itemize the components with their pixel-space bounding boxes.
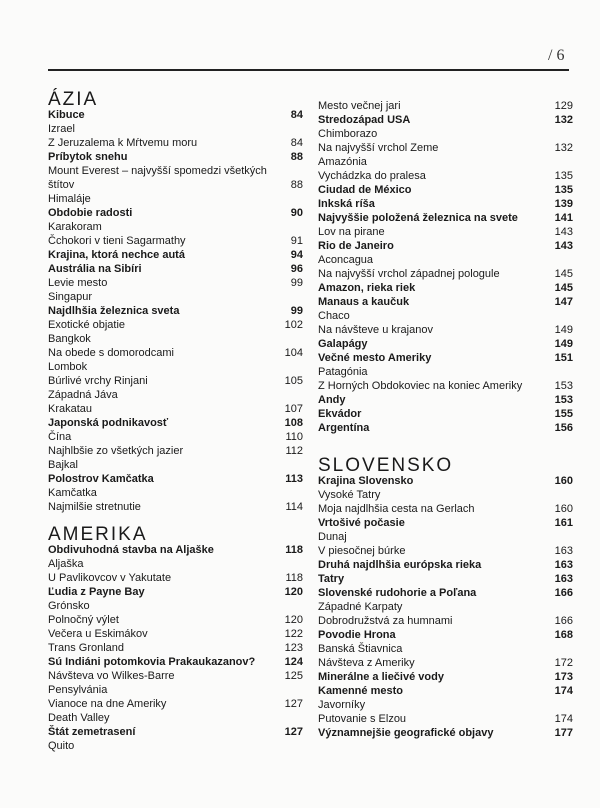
toc-page-number: 125	[284, 670, 303, 682]
toc-chapter-row[interactable]	[318, 113, 573, 127]
toc-entry-row[interactable]	[48, 500, 303, 514]
toc-page-number: 114	[285, 501, 303, 513]
toc-entry-row[interactable]	[48, 136, 303, 150]
toc-entry-row[interactable]	[318, 309, 573, 323]
toc-column-left	[48, 89, 303, 753]
toc-page-number: 122	[284, 628, 303, 640]
toc-entry-row[interactable]	[48, 360, 303, 374]
toc-chapter-row[interactable]	[318, 516, 573, 530]
toc-entry-title: Polnočný výlet	[48, 614, 119, 626]
toc-entry-title: Minerálne a liečivé vody	[318, 671, 444, 683]
toc-chapter-row[interactable]	[318, 337, 573, 351]
toc-entry-title: V piesočnej búrke	[318, 545, 406, 557]
toc-entry-row[interactable]	[48, 290, 303, 304]
toc-entry-row[interactable]	[318, 127, 573, 141]
toc-entry-title: Moja najdlhšia cesta na Gerlach	[318, 503, 475, 515]
toc-chapter-row[interactable]	[48, 262, 303, 276]
toc-entry-row[interactable]	[48, 697, 303, 711]
toc-entry-title: Ľudia z Payne Bay	[48, 586, 145, 598]
toc-entry-row[interactable]	[318, 642, 573, 656]
toc-entry-title: Na návšteve u krajanov	[318, 324, 433, 336]
toc-page-number: 135	[554, 170, 573, 182]
toc-entry-title: Andy	[318, 394, 346, 406]
toc-entry-title: Búrlivé vrchy Rinjani	[48, 375, 148, 387]
toc-entry-row[interactable]	[318, 530, 573, 544]
toc-page-number: 153	[554, 380, 573, 392]
toc-entry-title: Japonská podnikavosť	[48, 417, 169, 429]
toc-chapter-row[interactable]	[318, 197, 573, 211]
toc-chapter-row[interactable]	[318, 281, 573, 295]
toc-entry-title: Tatry	[318, 573, 345, 585]
toc-entry-title: Chimborazo	[318, 128, 378, 140]
toc-chapter-row[interactable]	[318, 407, 573, 421]
toc-entry-title: Pensylvánia	[48, 684, 108, 696]
toc-entry-title: Argentína	[318, 422, 370, 434]
toc-entry-row[interactable]	[48, 458, 303, 472]
toc-page-number: 163	[554, 573, 573, 585]
toc-entry-title: Na najvyšší vrchol západnej pologule	[318, 268, 500, 280]
toc-page-number: 156	[554, 422, 573, 434]
toc-page-number: 177	[554, 727, 573, 739]
toc-entry-row[interactable]	[48, 599, 303, 613]
toc-entry-row[interactable]	[318, 614, 573, 628]
toc-entry-title: Patagónia	[318, 366, 368, 378]
toc-entry-title: Kamenné mesto	[318, 685, 403, 697]
toc-page-number: 163	[554, 559, 573, 571]
toc-entry-row[interactable]	[318, 267, 573, 281]
toc-entry-row[interactable]	[48, 486, 303, 500]
toc-entry-row[interactable]	[48, 402, 303, 416]
toc-page-number: 113	[285, 473, 303, 485]
toc-page-number: 132	[554, 114, 573, 126]
toc-entry-title: Izrael	[48, 123, 75, 135]
header-rule	[48, 69, 569, 71]
toc-entry-title: Druhá najdlhšia európska rieka	[318, 559, 482, 571]
toc-entry-title: Slovenské rudohorie a Poľana	[318, 587, 477, 599]
toc-entry-title: Trans Gronland	[48, 642, 125, 654]
section-heading: SLOVENSKO	[318, 455, 454, 476]
toc-page-number: 155	[554, 408, 573, 420]
toc-page-number: 143	[554, 240, 573, 252]
toc-entry-row[interactable]	[48, 669, 303, 683]
toc-entry-title: Najmilšie stretnutie	[48, 501, 141, 513]
toc-entry-row[interactable]	[318, 488, 573, 502]
toc-entry-row[interactable]	[318, 155, 573, 169]
toc-entry-row[interactable]	[48, 220, 303, 234]
toc-entry-title: Vrtošivé počasie	[318, 517, 405, 529]
toc-page-number: 166	[554, 615, 573, 627]
toc-chapter-row[interactable]	[318, 183, 573, 197]
toc-entry-row[interactable]	[48, 613, 303, 627]
toc-entry-title: Exotické objatie	[48, 319, 126, 331]
toc-chapter-row[interactable]	[48, 543, 303, 557]
toc-entry-title: Quito	[48, 740, 75, 752]
toc-chapter-row[interactable]	[48, 206, 303, 220]
toc-page-number: 112	[285, 445, 303, 457]
toc-page-number: 161	[554, 517, 573, 529]
toc-entry-title: Banská Štiavnica	[318, 643, 403, 655]
toc-entry-row[interactable]	[48, 641, 303, 655]
toc-entry-title: Významnejšie geografické objavy	[318, 727, 494, 739]
toc-entry-title: Bangkok	[48, 333, 91, 345]
toc-entry-row[interactable]	[48, 430, 303, 444]
toc-entry-title: Najdlhšia železnica sveta	[48, 305, 180, 317]
toc-entry-title: Povodie Hrona	[318, 629, 396, 641]
toc-entry-row[interactable]	[48, 711, 303, 725]
toc-page-number: 105	[284, 375, 303, 387]
toc-entry-title: Grónsko	[48, 600, 90, 612]
toc-chapter-row[interactable]	[318, 211, 573, 225]
toc-entry-row[interactable]	[48, 739, 303, 753]
section-heading: AMERIKA	[48, 524, 148, 545]
toc-chapter-row[interactable]	[48, 304, 303, 318]
toc-entry-title: Mesto večnej jari	[318, 100, 401, 112]
toc-page-number: 127	[284, 698, 303, 710]
toc-chapter-row[interactable]	[318, 474, 573, 488]
toc-entry-row[interactable]	[48, 627, 303, 641]
toc-entry-row[interactable]	[318, 656, 573, 670]
toc-entry-row[interactable]	[318, 365, 573, 379]
toc-chapter-row[interactable]	[318, 684, 573, 698]
toc-entry-title: Najhlbšie zo všetkých jazier	[48, 445, 184, 457]
toc-entry-title: Ekvádor	[318, 408, 362, 420]
toc-entry-row[interactable]	[48, 571, 303, 585]
toc-entry-title: Kamčatka	[48, 487, 97, 499]
toc-entry-row[interactable]	[48, 164, 303, 192]
toc-entry-title: Galapágy	[318, 338, 368, 350]
toc-page-number: 149	[554, 324, 573, 336]
toc-entry-title: Putovanie s Elzou	[318, 713, 407, 725]
toc-page-number: 88	[290, 151, 303, 163]
toc-entry-title: Krajina Slovensko	[318, 475, 414, 487]
toc-chapter-row[interactable]	[48, 108, 303, 122]
toc-entry-title: Návšteva z Ameriky	[318, 657, 415, 669]
toc-entry-title: Austrália na Sibíri	[48, 263, 142, 275]
toc-chapter-row[interactable]	[318, 295, 573, 309]
toc-page-number: 110	[285, 431, 303, 443]
toc-page-number: 145	[554, 268, 573, 280]
toc-page-number: 139	[554, 198, 573, 210]
toc-entry-row[interactable]	[48, 234, 303, 248]
toc-entry-row[interactable]	[48, 346, 303, 360]
toc-entry-title: Návšteva vo Wilkes-Barre	[48, 670, 175, 682]
toc-entry-title: Levie mesto	[48, 277, 108, 289]
toc-page-number: 90	[290, 207, 303, 219]
toc-entry-title: Death Valley	[48, 712, 110, 724]
toc-entry-row[interactable]	[48, 444, 303, 458]
toc-page-number: 120	[284, 586, 303, 598]
toc-entry-title: Obdivuhodná stavba na Aljaške	[48, 544, 214, 556]
toc-entry-title: Lombok	[48, 361, 88, 373]
toc-entry-title: Čchokori v tieni Sagarmathy	[48, 235, 186, 247]
toc-entry-title: Na najvyšší vrchol Zeme	[318, 142, 439, 154]
toc-entry-title: Krajina, ktorá nechce autá	[48, 249, 185, 261]
toc-page-number: 127	[284, 726, 303, 738]
toc-page-number: 107	[284, 403, 303, 415]
toc-page-number: 151	[554, 352, 573, 364]
toc-entry-title: Štát zemetrasení	[48, 726, 136, 738]
toc-chapter-row[interactable]	[48, 655, 303, 669]
toc-entry-title: Západné Karpaty	[318, 601, 403, 613]
toc-chapter-row[interactable]	[318, 239, 573, 253]
toc-entry-row[interactable]	[318, 253, 573, 267]
toc-entry-title: Himaláje	[48, 193, 91, 205]
toc-page-number: 88	[290, 179, 303, 191]
toc-entry-title: Manaus a kaučuk	[318, 296, 410, 308]
toc-entry-title: Bajkal	[48, 459, 78, 471]
toc-entry-title: Mount Everest – najvyšší spomedzi všetkých štítov	[48, 165, 267, 191]
toc-page-number: 132	[554, 142, 573, 154]
toc-page-number: 172	[554, 657, 573, 669]
toc-entry-title: Z Jeruzalema k Mŕtvemu moru	[48, 137, 198, 149]
toc-entry-title: Čína	[48, 431, 72, 443]
toc-entry-title: Obdobie radosti	[48, 207, 133, 219]
toc-page-number: 84	[290, 109, 303, 121]
toc-page-number: 174	[554, 685, 573, 697]
toc-entry-row[interactable]	[318, 600, 573, 614]
toc-entry-row[interactable]	[48, 683, 303, 697]
toc-page-number: 99	[290, 277, 303, 289]
toc-entry-title: Na obede s domorodcami	[48, 347, 174, 359]
toc-page-number: 118	[285, 544, 303, 556]
toc-chapter-row[interactable]	[48, 150, 303, 164]
toc-entry-row[interactable]	[318, 712, 573, 726]
toc-column-right	[318, 99, 573, 740]
toc-entry-row[interactable]	[48, 122, 303, 136]
toc-entry-row[interactable]	[318, 169, 573, 183]
toc-entry-row[interactable]	[318, 323, 573, 337]
toc-page-number: 91	[290, 235, 303, 247]
toc-page-number: 118	[285, 572, 303, 584]
toc-page-number: 141	[554, 212, 573, 224]
toc-entry-row[interactable]	[318, 544, 573, 558]
toc-page-number: 145	[554, 282, 573, 294]
toc-entry-title: Aljaška	[48, 558, 84, 570]
toc-page-number: 147	[554, 296, 573, 308]
toc-chapter-row[interactable]	[318, 421, 573, 435]
toc-entry-title: Kibuce	[48, 109, 85, 121]
toc-entry-row[interactable]	[48, 318, 303, 332]
toc-entry-title: Z Horných Obdokoviec na koniec Ameriky	[318, 380, 523, 392]
toc-entry-title: Večera u Eskimákov	[48, 628, 148, 640]
toc-page-number: 160	[554, 475, 573, 487]
toc-page-number: 160	[554, 503, 573, 515]
toc-entry-title: Sú Indiáni potomkovia Prakaukazanov?	[48, 656, 256, 668]
toc-chapter-row[interactable]	[318, 670, 573, 684]
toc-entry-title: Singapur	[48, 291, 93, 303]
toc-page-number: 120	[284, 614, 303, 626]
toc-entry-title: Karakoram	[48, 221, 102, 233]
toc-page-number: 168	[554, 629, 573, 641]
toc-entry-title: Javorníky	[318, 699, 366, 711]
toc-entry-title: Ciudad de México	[318, 184, 412, 196]
section-heading: ÁZIA	[48, 89, 99, 110]
toc-page-number: 104	[284, 347, 303, 359]
toc-entry-row[interactable]	[48, 388, 303, 402]
page-number: / 6	[548, 47, 565, 64]
toc-page-number: 153	[554, 394, 573, 406]
toc-entry-title: Vysoké Tatry	[318, 489, 381, 501]
toc-entry-row[interactable]	[48, 276, 303, 290]
toc-page-number: 84	[290, 137, 303, 149]
toc-page-number: 143	[554, 226, 573, 238]
toc-chapter-row[interactable]	[318, 572, 573, 586]
toc-page-number: 149	[554, 338, 573, 350]
toc-entry-title: Západná Jáva	[48, 389, 118, 401]
toc-page-number: 96	[290, 263, 303, 275]
toc-chapter-row[interactable]	[318, 586, 573, 600]
toc-page-number: 163	[554, 545, 573, 557]
toc-entry-row[interactable]	[48, 374, 303, 388]
toc-page-number: 123	[284, 642, 303, 654]
toc-entry-row[interactable]	[318, 698, 573, 712]
toc-entry-title: Aconcagua	[318, 254, 374, 266]
toc-entry-title: U Pavlikovcov v Yakutate	[48, 572, 172, 584]
toc-entry-title: Dunaj	[318, 531, 347, 543]
toc-entry-title: Amazónia	[318, 156, 367, 168]
toc-chapter-row[interactable]	[48, 248, 303, 262]
toc-chapter-row[interactable]	[318, 393, 573, 407]
toc-chapter-row[interactable]	[48, 416, 303, 430]
toc-entry-title: Vianoce na dne Ameriky	[48, 698, 167, 710]
toc-page-number: 166	[554, 587, 573, 599]
toc-entry-row[interactable]	[318, 379, 573, 393]
toc-entry-title: Chaco	[318, 310, 350, 322]
toc-entry-row[interactable]	[48, 192, 303, 206]
toc-entry-title: Lov na pirane	[318, 226, 385, 238]
toc-entry-title: Inkská ríša	[318, 198, 375, 210]
toc-entry-row[interactable]	[48, 557, 303, 571]
toc-entry-row[interactable]	[48, 332, 303, 346]
toc-entry-title: Krakatau	[48, 403, 93, 415]
toc-entry-row[interactable]	[318, 99, 573, 113]
toc-page-number: 99	[290, 305, 303, 317]
toc-chapter-row[interactable]	[48, 472, 303, 486]
toc-chapter-row[interactable]	[48, 585, 303, 599]
toc-page-number: 94	[290, 249, 303, 261]
toc-entry-title: Príbytok snehu	[48, 151, 128, 163]
toc-entry-title: Polostrov Kamčatka	[48, 473, 154, 485]
toc-chapter-row[interactable]	[318, 628, 573, 642]
toc-entry-row[interactable]	[318, 141, 573, 155]
toc-page-number: 174	[554, 713, 573, 725]
toc-entry-title: Najvyššie položená železnica na svete	[318, 212, 518, 224]
toc-page-number: 108	[284, 417, 303, 429]
toc-entry-row[interactable]	[318, 225, 573, 239]
toc-entry-title: Amazon, rieka riek	[318, 282, 416, 294]
toc-chapter-row[interactable]	[318, 726, 573, 740]
toc-page-number: 173	[554, 671, 573, 683]
toc-entry-title: Dobrodružstvá za humnami	[318, 615, 453, 627]
toc-entry-title: Stredozápad USA	[318, 114, 411, 126]
toc-chapter-row[interactable]	[318, 558, 573, 572]
toc-chapter-row[interactable]	[48, 725, 303, 739]
toc-page-number: 102	[284, 319, 303, 331]
toc-entry-title: Vychádzka do pralesa	[318, 170, 426, 182]
toc-page-number: 124	[284, 656, 303, 668]
toc-entry-title: Večné mesto Ameriky	[318, 352, 432, 364]
toc-entry-row[interactable]	[318, 502, 573, 516]
toc-entry-title: Rio de Janeiro	[318, 240, 394, 252]
toc-chapter-row[interactable]	[318, 351, 573, 365]
toc-page-number: 135	[554, 184, 573, 196]
toc-page-number: 129	[554, 100, 573, 112]
